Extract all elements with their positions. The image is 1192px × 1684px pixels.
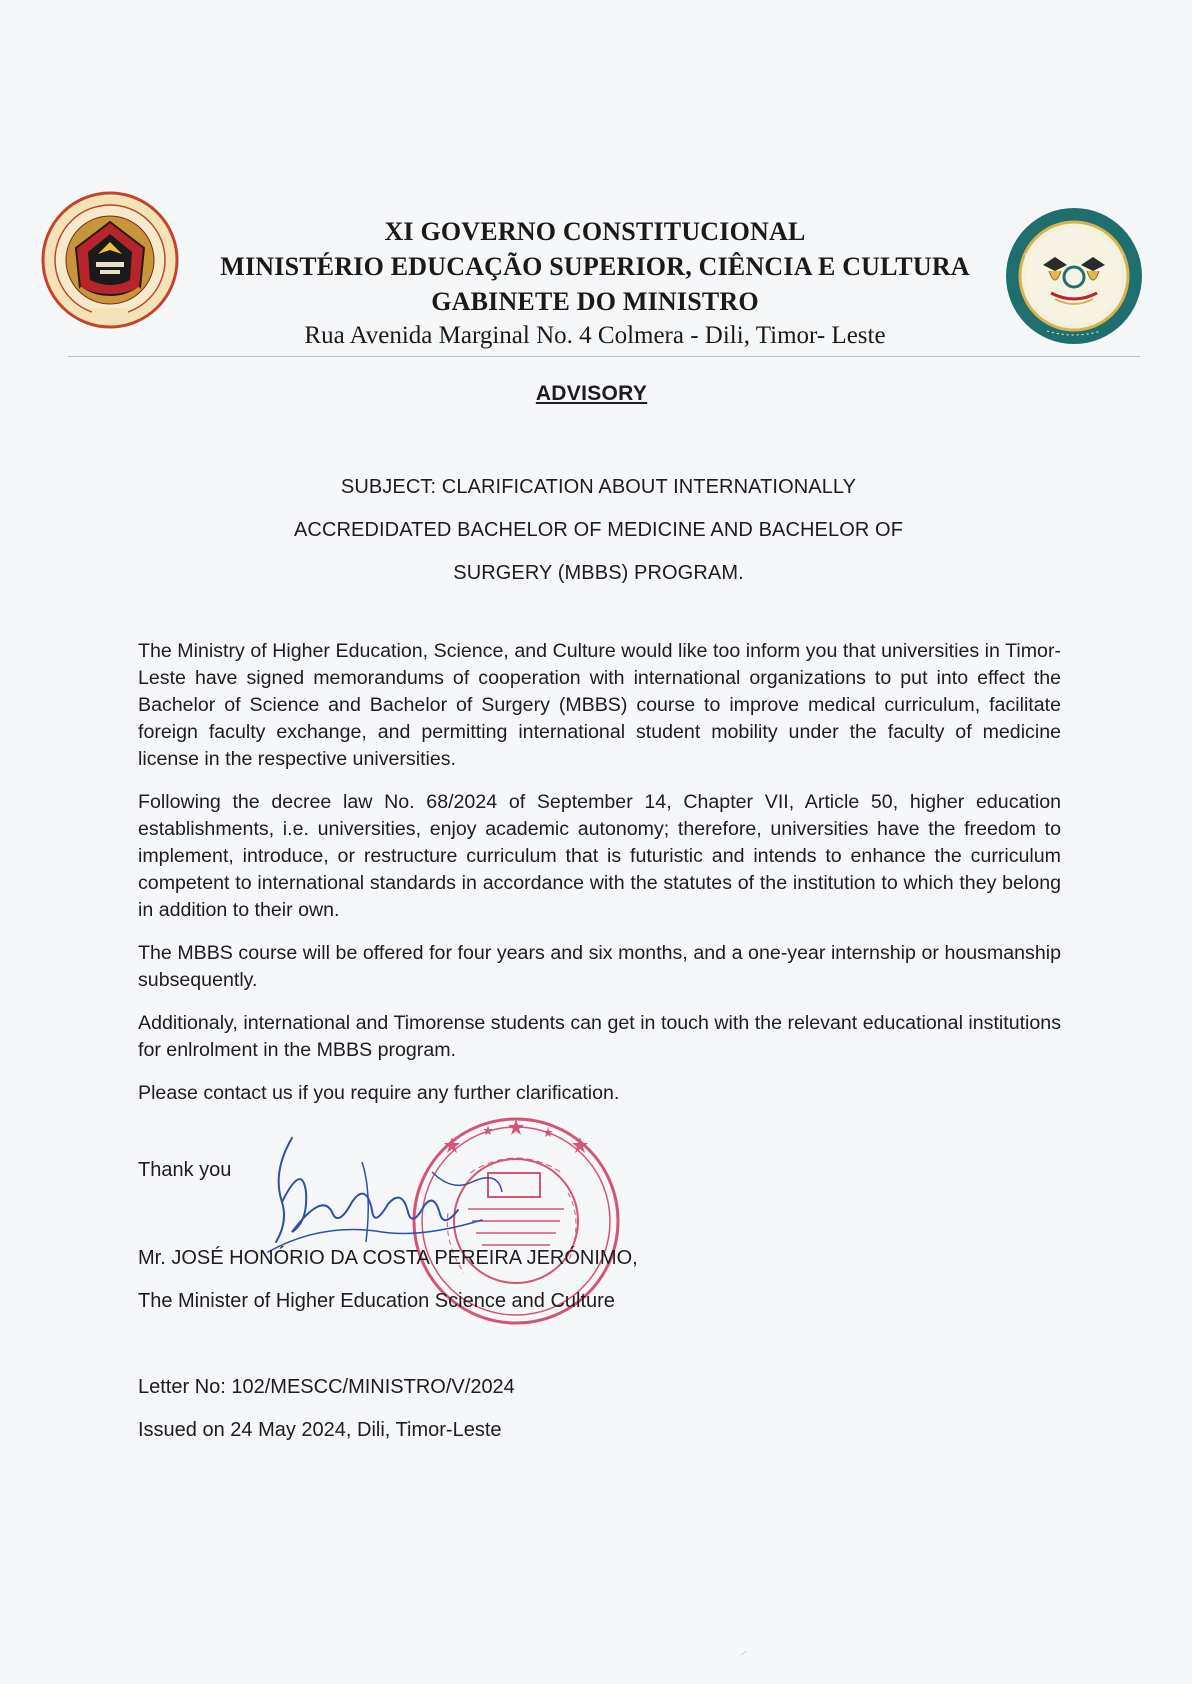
letterhead (190, 214, 1000, 353)
subject-block (0, 466, 1192, 595)
body-paragraph: The Ministry of Higher Education, Science, and Culture would like too inform you that universities in Timor-Leste have signed memorandums of cooperation with international organizations to put into effect the Bachelor of Science and Bachelor of Surgery (MBBS) course to improve medical curriculum, facilitate foreign faculty exchange, and permitting international student mobility under the faculty of medicine license in the respective universities. (138, 640, 1061, 770)
document-heading: ADVISORY (535, 382, 648, 405)
signer-name: Mr. JOSÉ HONÓRIO DA COSTA PEREIRA JERÓNIMO, (138, 1247, 638, 1269)
body-paragraph: The MBBS course will be offered for four years and six months, and a one-year internship or housmanship subsequently. (138, 942, 1061, 991)
letterhead-office: GABINETE DO MINISTRO (431, 287, 759, 316)
mescc-logo-icon (1003, 205, 1145, 347)
header-divider (68, 356, 1140, 357)
signature-icon (262, 1132, 522, 1262)
body-paragraph: Following the decree law No. 68/2024 of September 14, Chapter VII, Article 50, higher education establishments, i.e. universities, enjoy academic autonomy; therefore, universities have the freedom to implement, introduce, or restructure curriculum that is futuristic and intends to enhance the curriculum competent to international standards in accordance with the statutes of the institution to which they belong in addition to their own. (138, 791, 1061, 921)
body-paragraph: Please contact us if you require any further clarification. (138, 1082, 620, 1104)
letterhead-ministry: MINISTÉRIO EDUCAÇÃO SUPERIOR, CIÊNCIA E CULTURA (220, 252, 970, 281)
letter-body (138, 638, 1061, 1123)
closing-text: Thank you (138, 1159, 232, 1181)
letterhead-government: XI GOVERNO CONSTITUCIONAL (384, 217, 806, 246)
subject-line: ACCREDIDATED BACHELOR OF MEDICINE AND BACHELOR OF (293, 519, 904, 541)
subject-line: SURGERY (MBBS) PROGRAM. (453, 562, 744, 584)
letterhead-address: Rua Avenida Marginal No. 4 Colmera - Dili, Timor- Leste (304, 322, 886, 349)
rdtl-seal-icon (40, 190, 180, 330)
issue-date: Issued on 24 May 2024, Dili, Timor-Leste (138, 1419, 502, 1441)
letter-number: Letter No: 102/MESCC/MINISTRO/V/2024 (138, 1376, 515, 1398)
body-paragraph: Additionaly, international and Timorense students can get in touch with the relevant educational institutions for enlrolment in the MBBS program. (138, 1012, 1061, 1061)
subject-line: SUBJECT: CLARIFICATION ABOUT INTERNATIONALLY (340, 476, 857, 498)
scan-speck (740, 1650, 748, 1656)
signer-title: The Minister of Higher Education Science and Culture (138, 1290, 615, 1312)
